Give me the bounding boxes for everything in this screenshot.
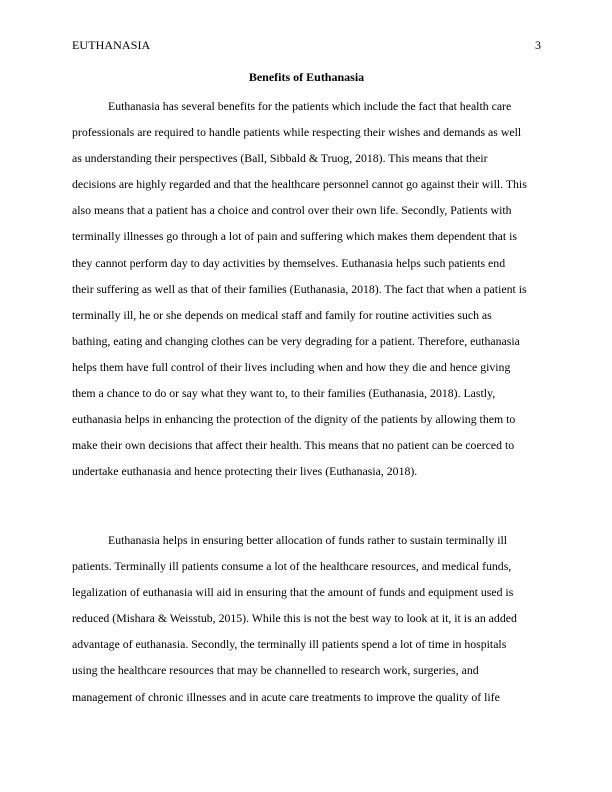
paragraph-line: also means that a patient has a choice and control over their own life. Secondly, Patients with (72, 203, 512, 218)
running-head-title: EUTHANASIA (72, 38, 151, 52)
paragraph-line: patients. Terminally ill patients consume a lot of the healthcare resources, and medical funds, (72, 559, 512, 574)
paragraph-line: Euthanasia has several benefits for the patients which include the fact that health care (108, 99, 512, 113)
page-number: 3 (535, 38, 541, 52)
paragraph-line: bathing, eating and changing clothes can be very degrading for a patient. Therefore, euthanasia (72, 333, 520, 348)
paragraph-line: Euthanasia helps in ensuring better allocation of funds rather to sustain terminally ill (108, 533, 508, 547)
body-paragraph-1 (72, 93, 541, 484)
paragraph-line: management of chronic illnesses and in acute care treatments to improve the quality of life (72, 689, 500, 704)
page-header (72, 37, 541, 53)
paragraph-line: make their own decisions that affect their health. This means that no patient can be coerced to (72, 438, 515, 453)
body-paragraph-2 (72, 527, 541, 710)
paragraph-line: decisions are highly regarded and that the healthcare personnel cannot go against their will. This (72, 177, 527, 192)
section-heading: Benefits of Euthanasia (248, 70, 365, 84)
paragraph-line: them a chance to do or say what they want to, to their families (Euthanasia, 2018). Lastly, (72, 386, 496, 401)
paragraph-line: as understanding their perspectives (Ball, Sibbald & Truog, 2018). This means that their (72, 151, 488, 166)
paragraph-line: undertake euthanasia and hence protecting their lives (Euthanasia, 2018). (72, 464, 418, 479)
paragraph-line: they cannot perform day to day activities by themselves. Euthanasia helps such patients end (72, 255, 506, 270)
paragraph-line: professionals are required to handle patients while respecting their wishes and demands as well (72, 125, 522, 140)
paragraph-line: using the healthcare resources that may be channelled to research work, surgeries, and (72, 663, 479, 678)
paragraph-line: their suffering as well as that of their families (Euthanasia, 2018). The fact that when a patient is (72, 281, 527, 296)
paragraph-line: terminally ill, he or she depends on medical staff and family for routine activities such as (72, 307, 492, 322)
paragraph-line: terminally illnesses go through a lot of pain and suffering which makes them dependent that is (72, 229, 518, 244)
paragraph-line: reduced (Mishara & Weisstub, 2015). While this is not the best way to look at it, it is an added (72, 611, 517, 626)
paragraph-line: advantage of euthanasia. Secondly, the terminally ill patients spend a lot of time in hospitals (72, 637, 507, 652)
paragraph-line: helps them have full control of their lives including when and how they die and hence giving (72, 359, 511, 374)
paragraph-line: legalization of euthanasia will aid in ensuring that the amount of funds and equipment used is (72, 585, 514, 600)
paragraph-line: euthanasia helps in enhancing the protection of the dignity of the patients by allowing them to (72, 412, 516, 427)
